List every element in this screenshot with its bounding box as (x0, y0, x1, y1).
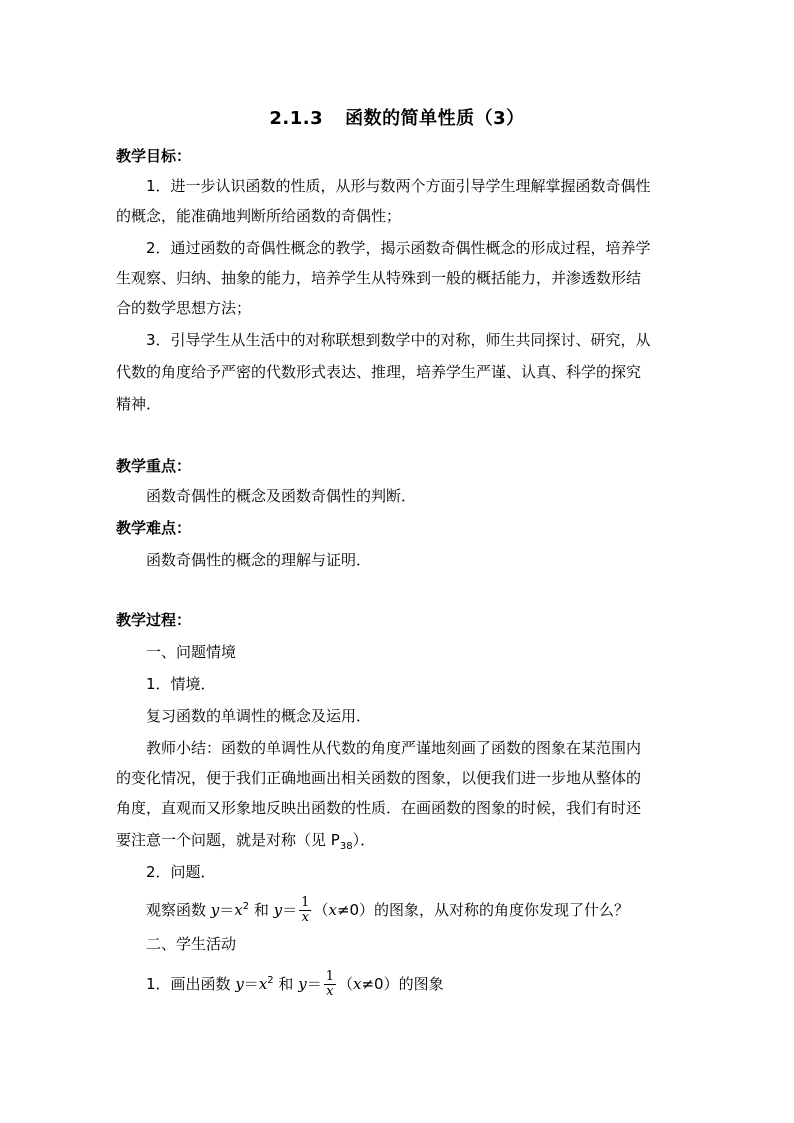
key-points-text: 函数奇偶性的概念及函数奇偶性的判断． (146, 487, 417, 505)
activity-rest: ≠0）的图象 (361, 975, 444, 993)
question-lead: 观察函数 (146, 901, 211, 919)
summary-line-4-end: ）． (352, 831, 376, 849)
objective-3-line-1: 3．引导学生从生活中的对称联想到数学中的对称，师生共同探讨、研究，从 (146, 331, 651, 349)
question-f1-y: y (210, 901, 220, 919)
section-2-heading: 二、学生活动 (146, 935, 237, 953)
activity-eq2: ＝ (306, 975, 322, 993)
activity-eq: ＝ (243, 975, 259, 993)
activity-lead: 1．画出函数 (146, 975, 236, 993)
activity-fraction-denominator: x (326, 984, 334, 999)
activity-fraction (324, 970, 336, 999)
summary-line-4-text: 要注意一个问题，就是对称（见 P (116, 831, 340, 849)
objective-1-line-1: 1．进一步认识函数的性质，从形与数两个方面引导学生理解掌握函数奇偶性 (146, 177, 651, 195)
question-cond-open: （ (313, 901, 329, 919)
activity-and: 和 (273, 975, 299, 993)
question-eq2: ＝ (282, 901, 298, 919)
question-rest: ≠0）的图象，从对称的角度你发现了什么？ (336, 901, 630, 919)
activity-f2-y: y (298, 975, 307, 993)
page-title (0, 104, 794, 130)
question-f1-x: x (234, 901, 243, 919)
question-f2-y: y (273, 901, 283, 919)
activity-f1-y: y (235, 975, 244, 993)
review-text: 复习函数的单调性的概念及运用． (146, 707, 372, 725)
section-number: 2.1.3 (269, 108, 324, 129)
activity-fraction-numerator: 1 (325, 969, 334, 984)
question-fraction (299, 896, 311, 925)
activity-cond-open: （ (337, 975, 353, 993)
objective-2-line-1: 2．通过函数的奇偶性概念的教学，揭示函数奇偶性概念的形成过程，培养学 (146, 239, 651, 257)
summary-line-4 (116, 830, 375, 850)
activity-line (146, 970, 444, 999)
item-2-heading: 2．问题． (146, 863, 216, 881)
objectives-heading: 教学目标： (116, 147, 192, 165)
objective-2-line-3: 合的数学思想方法； (116, 299, 252, 317)
item-1-heading: 1．情境． (146, 675, 216, 693)
summary-line-2: 的变化情况，便于我们正确地画出相关函数的图象，以便我们进一步地从整体的 (116, 769, 642, 787)
page-ref-subscript: 38 (339, 841, 353, 852)
objective-1-line-2: 的概念，能准确地判断所给函数的奇偶性； (116, 207, 402, 225)
process-heading: 教学过程： (116, 611, 192, 629)
question-exponent: 2 (242, 901, 250, 912)
key-points-heading: 教学重点： (116, 457, 192, 475)
activity-exponent: 2 (267, 975, 274, 986)
objective-3-line-3: 精神． (116, 395, 162, 413)
question-eq: ＝ (219, 901, 235, 919)
question-line (146, 896, 629, 925)
question-fraction-denominator: x (301, 910, 309, 925)
section-1-heading: 一、问题情境 (146, 643, 237, 661)
difficulties-heading: 教学难点： (116, 519, 192, 537)
objective-2-line-2: 生观察、归纳、抽象的能力，培养学生从特殊到一般的概括能力，并渗透数形结 (116, 269, 642, 287)
summary-line-3: 角度，直观而又形象地反映出函数的性质．在画函数的图象的时候，我们有时还 (116, 799, 642, 817)
question-and: 和 (249, 901, 274, 919)
question-cond-x: x (328, 901, 337, 919)
title-text: 函数的简单性质（3） (345, 108, 525, 129)
question-fraction-numerator: 1 (301, 895, 310, 910)
summary-line-1: 教师小结：函数的单调性从代数的角度严谨地刻画了函数的图象在某范围内 (146, 739, 642, 757)
objective-3-line-2: 代数的角度给予严密的代数形式表达、推理，培养学生严谨、认真、科学的探究 (116, 363, 642, 381)
activity-f1-x: x (258, 975, 268, 993)
activity-cond-x: x (353, 975, 362, 993)
difficulties-text: 函数奇偶性的概念的理解与证明． (146, 551, 372, 569)
